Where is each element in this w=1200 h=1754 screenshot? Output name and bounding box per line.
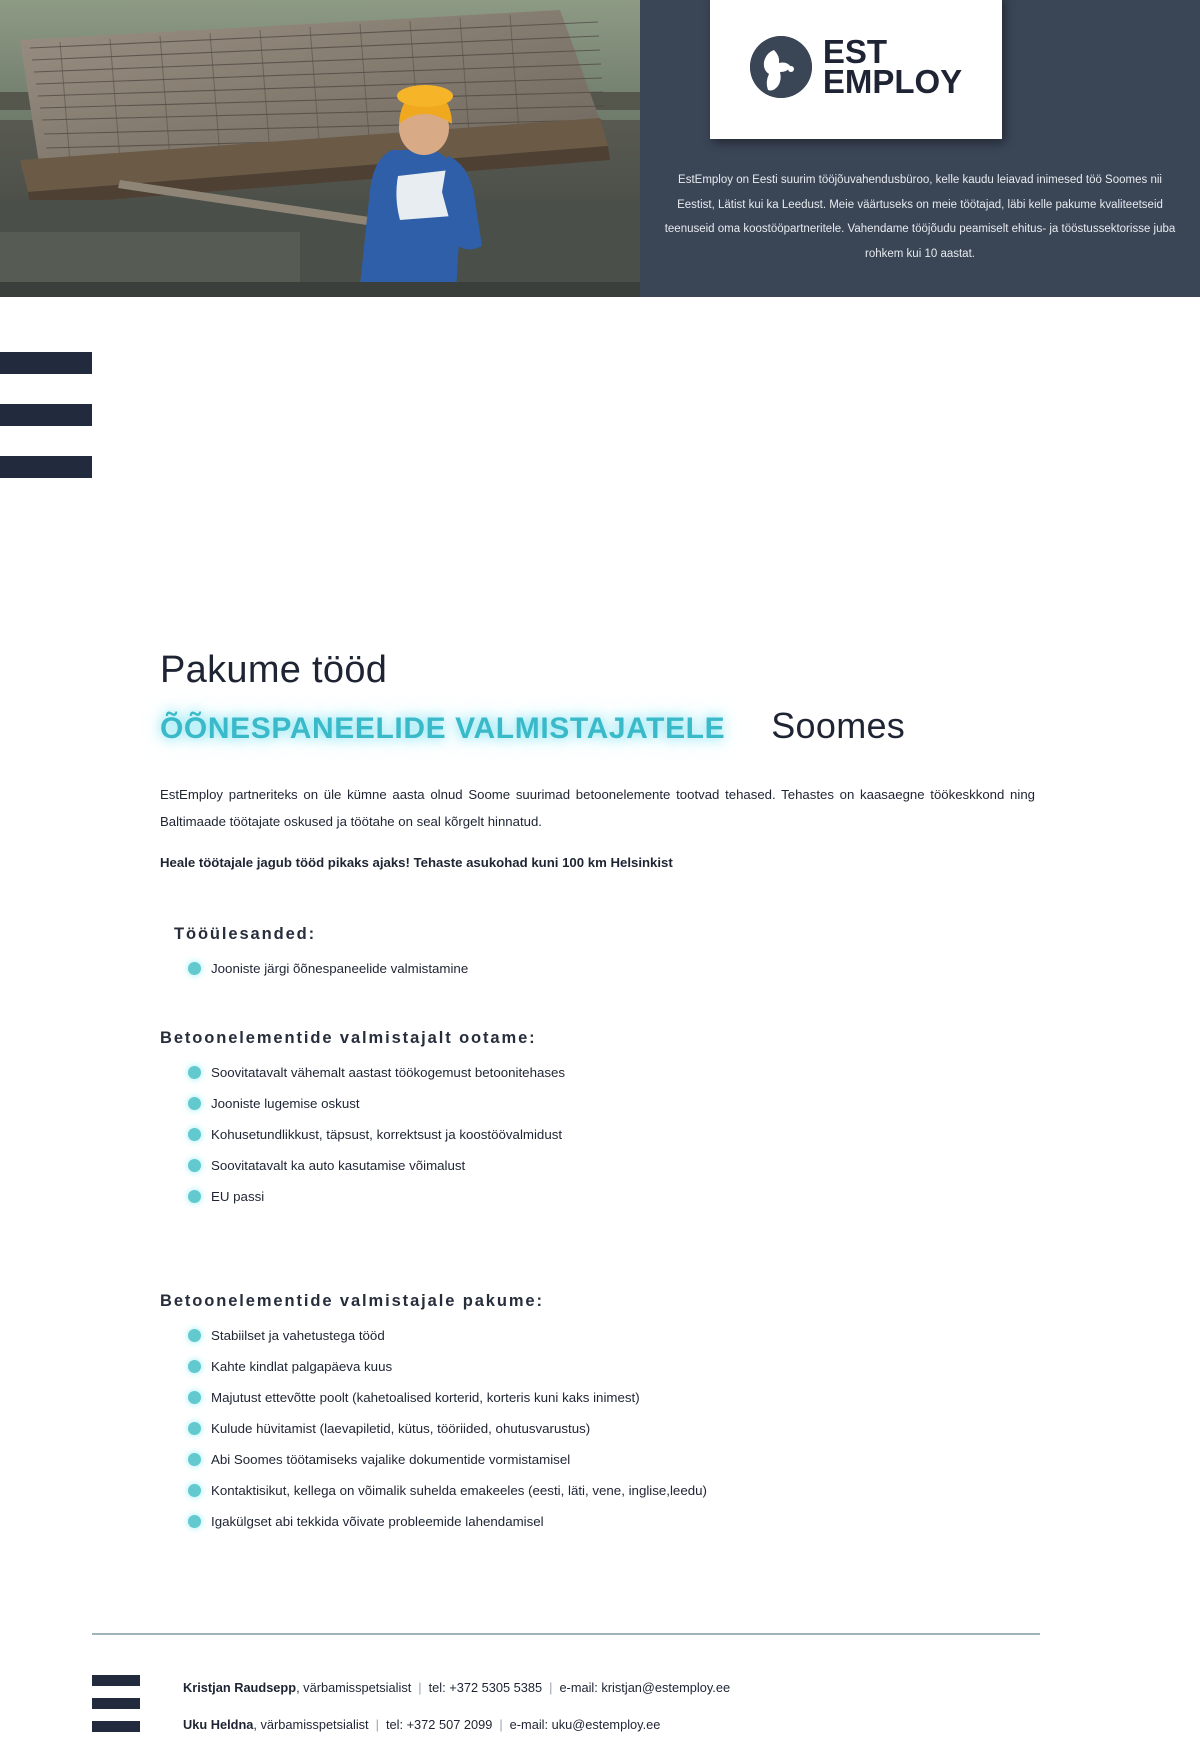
- list-item: [188, 1420, 1060, 1438]
- contact-email[interactable]: e-mail: uku@estemploy.ee: [509, 1717, 661, 1732]
- bullet-dot-icon: [188, 962, 201, 975]
- bullet-dot-icon: [188, 1128, 201, 1141]
- section-heading: Tööülesanded:: [174, 925, 317, 943]
- bullet-dot-icon: [188, 1360, 201, 1373]
- task-list: [160, 960, 1060, 978]
- estemploy-logo: [710, 0, 1002, 139]
- stripe-1: [0, 352, 92, 374]
- offers-list: [160, 1327, 1060, 1531]
- bullet-dot-icon: [188, 1422, 201, 1435]
- list-item: [188, 1451, 1060, 1469]
- estonia-map-icon: [750, 36, 812, 98]
- list-item: [188, 1327, 1060, 1345]
- header-banner: [0, 0, 1200, 297]
- logo-text-employ: EMPLOY: [822, 62, 963, 100]
- separator: |: [375, 1717, 379, 1732]
- contact-name: Kristjan Raudsepp: [183, 1680, 297, 1695]
- list-item: [188, 1157, 1060, 1175]
- list-item-text: Soovitatavalt ka auto kasutamise võimalust: [211, 1157, 466, 1173]
- list-item: [188, 1064, 1060, 1082]
- list-item: [188, 1188, 1060, 1206]
- footer-stripe-2: [92, 1698, 140, 1709]
- job-role-title: ÕÕNESPANEELIDE VALMISTAJATELE: [160, 711, 726, 745]
- list-item-text: Abi Soomes töötamiseks vajalike dokumentide vormistamisel: [211, 1451, 571, 1467]
- list-item-text: Jooniste järgi õõnespaneelide valmistamine: [211, 961, 469, 976]
- list-item-text: Igakülgset abi tekkida võivate probleemide lahendamisel: [211, 1513, 544, 1529]
- separator: |: [418, 1680, 422, 1695]
- stripe-2: [0, 404, 92, 426]
- highlight-note: Heale töötajale jagub tööd pikaks ajaks! Tehaste asukohad kuni 100 km Helsinkist: [160, 855, 673, 870]
- separator: |: [549, 1680, 553, 1695]
- section-heading: Betoonelementide valmistajalt ootame:: [160, 1029, 537, 1047]
- bullet-dot-icon: [188, 1391, 201, 1404]
- list-item: [188, 1126, 1060, 1144]
- header-brand-panel: [640, 0, 1200, 297]
- contact-email[interactable]: e-mail: kristjan@estemploy.ee: [559, 1680, 731, 1695]
- list-item-text: Jooniste lugemise oskust: [211, 1095, 360, 1111]
- list-item: [188, 1389, 1060, 1407]
- requirements-list: [160, 1064, 1060, 1206]
- list-item: [188, 960, 1060, 978]
- list-item-text: Soovitatavalt vähemalt aastast töökogemust betoonitehases: [211, 1065, 566, 1080]
- contact-row: [183, 1717, 1083, 1732]
- job-title-block: [160, 649, 1160, 747]
- footer-stripe-3: [92, 1721, 140, 1732]
- bullet-dot-icon: [188, 1484, 201, 1497]
- footer-divider: [92, 1633, 1040, 1635]
- intro-paragraph: EstEmploy partneriteks on üle kümne aasta olnud Soome suurimad betoonelemente tootvad tehased. Tehastes on kaasaegne töökeskkond ning Baltimaade töötajate oskused ja töötahe on seal kõrgelt hinnatud.: [160, 787, 1035, 830]
- list-item-text: Kohusetundlikkust, täpsust, korrektsust ja koostöövalmidust: [211, 1126, 563, 1142]
- list-item-text: Majutust ettevõtte poolt (kahetoalised korterid, korteris kuni kaks inimest): [211, 1389, 640, 1405]
- list-item: [188, 1513, 1060, 1531]
- contact-phone[interactable]: tel: +372 5305 5385: [428, 1680, 543, 1695]
- contact-phone[interactable]: tel: +372 507 2099: [385, 1717, 493, 1732]
- list-item: [188, 1482, 1060, 1500]
- company-intro-text: EstEmploy on Eesti suurim tööjõuvahendusbüroo, kelle kaudu leiavad inimesed töö Soomes nii Eestist, Lätist kui ka Leedust. Meie väärtuseks on meie töötajad, läbi kelle pakume kvaliteetseid teenuseid oma koostööpartneritele. Vahendame tööjõudu peamiselt ehitus- ja tööstussektorisse juba rohkem kui 10 aastat.: [664, 174, 1176, 261]
- bullet-dot-icon: [188, 1515, 201, 1528]
- section-heading: Betoonelementide valmistajale pakume:: [160, 1292, 544, 1310]
- bullet-dot-icon: [188, 1329, 201, 1342]
- construction-photo: [0, 0, 640, 297]
- contact-role: , värbamisspetsialist: [296, 1680, 412, 1695]
- footer-stripe-1: [92, 1675, 140, 1686]
- page-title: Pakume tööd: [160, 649, 388, 691]
- bullet-dot-icon: [188, 1097, 201, 1110]
- section-tasks: [160, 925, 1060, 991]
- footer-decorative-stripes: [92, 1675, 140, 1744]
- decorative-stripes: [0, 352, 92, 508]
- contact-role: , värbamisspetsialist: [253, 1717, 369, 1732]
- list-item-text: Kahte kindlat palgapäeva kuus: [211, 1358, 393, 1374]
- section-requirements: [160, 1029, 1060, 1219]
- contact-name: Uku Heldna: [183, 1717, 254, 1732]
- list-item-text: Stabiilset ja vahetustega tööd: [211, 1328, 385, 1343]
- list-item: [188, 1095, 1060, 1113]
- list-item-text: EU passi: [211, 1188, 265, 1204]
- contact-row: [183, 1680, 1083, 1695]
- bullet-dot-icon: [188, 1453, 201, 1466]
- section-offers: [160, 1292, 1060, 1544]
- bullet-dot-icon: [188, 1066, 201, 1079]
- bullet-dot-icon: [188, 1159, 201, 1172]
- list-item: [188, 1358, 1060, 1376]
- bullet-dot-icon: [188, 1190, 201, 1203]
- list-item-text: Kulude hüvitamist (laevapiletid, kütus, tööriided, ohutusvarustus): [211, 1420, 591, 1436]
- stripe-3: [0, 456, 92, 478]
- contact-section: [183, 1680, 1083, 1754]
- job-location: Soomes: [771, 704, 906, 746]
- logo-text-est: EST: [822, 33, 887, 71]
- separator: |: [499, 1717, 503, 1732]
- list-item-text: Kontaktisikut, kellega on võimalik suhelda emakeeles (eesti, läti, vene, inglise,leedu): [211, 1482, 707, 1498]
